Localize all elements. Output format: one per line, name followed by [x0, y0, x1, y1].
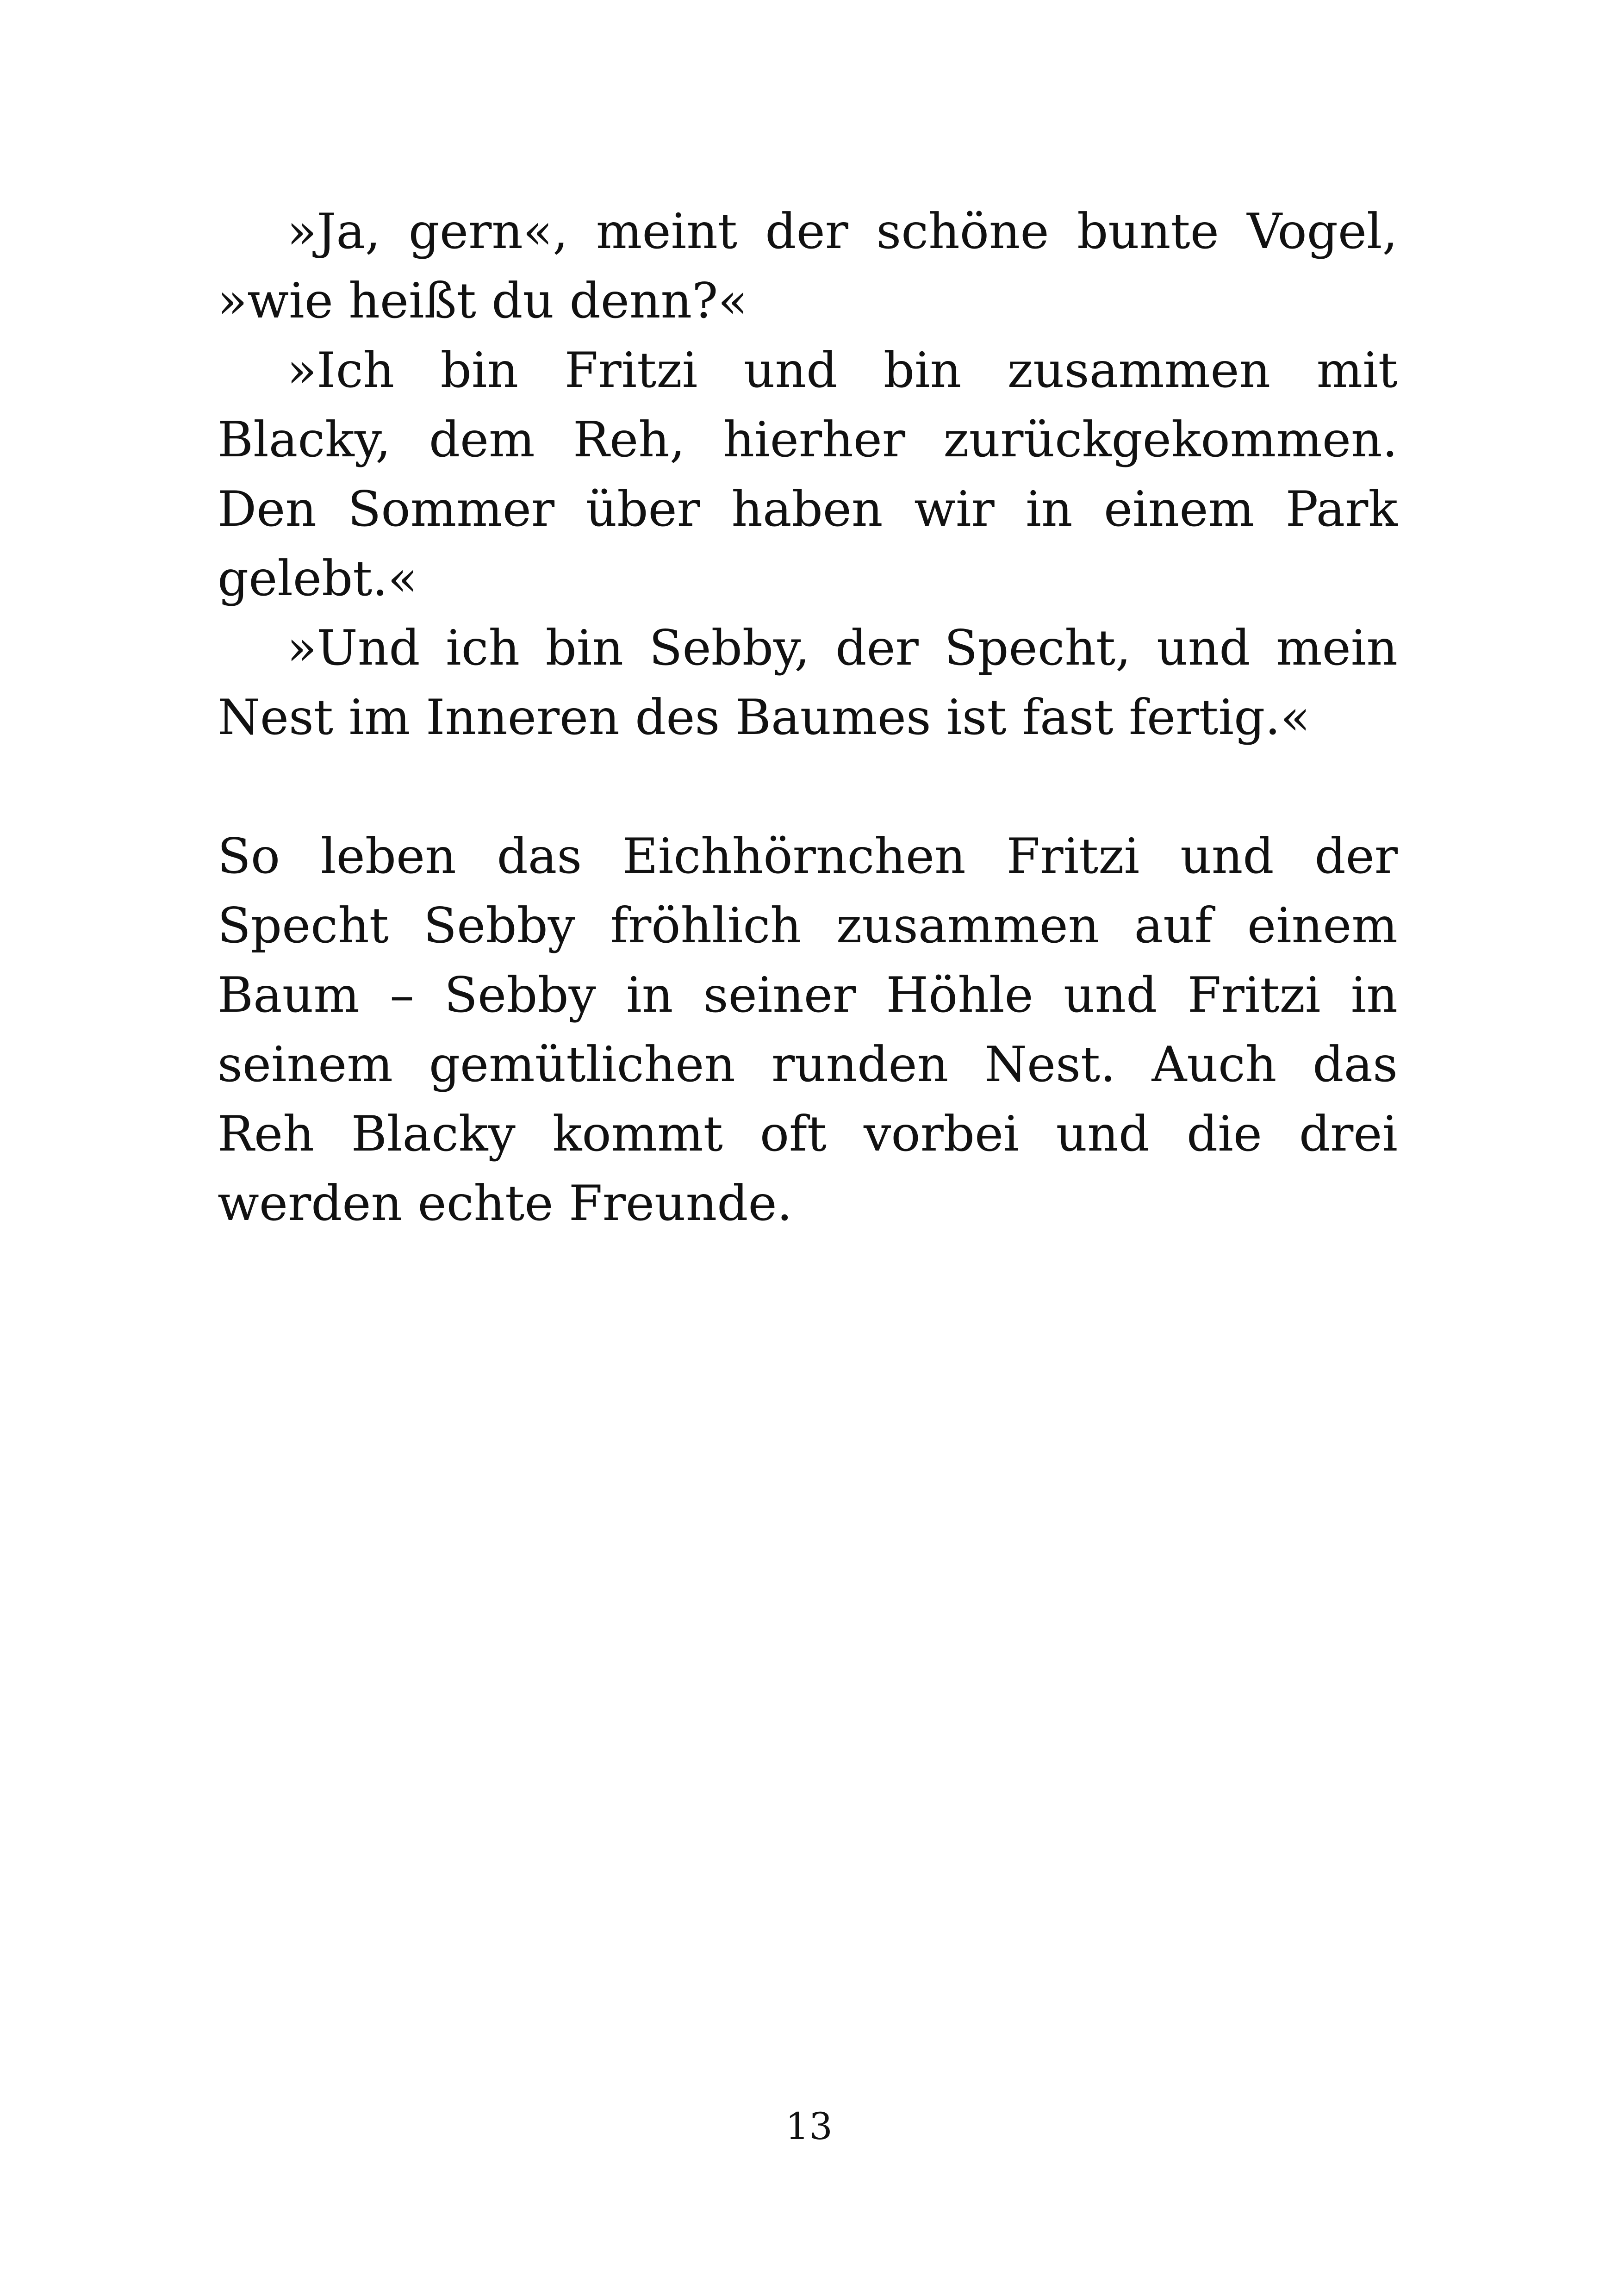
dialogue-paragraph-3: »Und ich bin Sebby, der Specht, und mein Nest im Inneren des Baumes ist fast fertig.«	[218, 620, 1398, 746]
dialogue-paragraph-2: »Ich bin Fritzi und bin zusammen mit Blacky, dem Reh, hierher zurückgekommen. Den Sommer über haben wir in einem Park gelebt.«	[218, 342, 1398, 607]
page-number: 13	[785, 2105, 833, 2148]
paragraph-spacer	[218, 752, 1398, 821]
dialogue-paragraph-1: »Ja, gern«, meint der schöne bunte Vogel, »wie heißt du denn?«	[218, 203, 1398, 329]
page-body	[218, 197, 1398, 1238]
narrative-paragraph: So leben das Eichhörnchen Fritzi und der Specht Sebby fröhlich zusammen auf einem Baum – Sebby in seiner Höhle und Fritzi in seinem gemütlichen runden Nest. Auch das Reh Blacky kommt oft vorbei und die drei werden echte Freunde.	[218, 828, 1398, 1232]
